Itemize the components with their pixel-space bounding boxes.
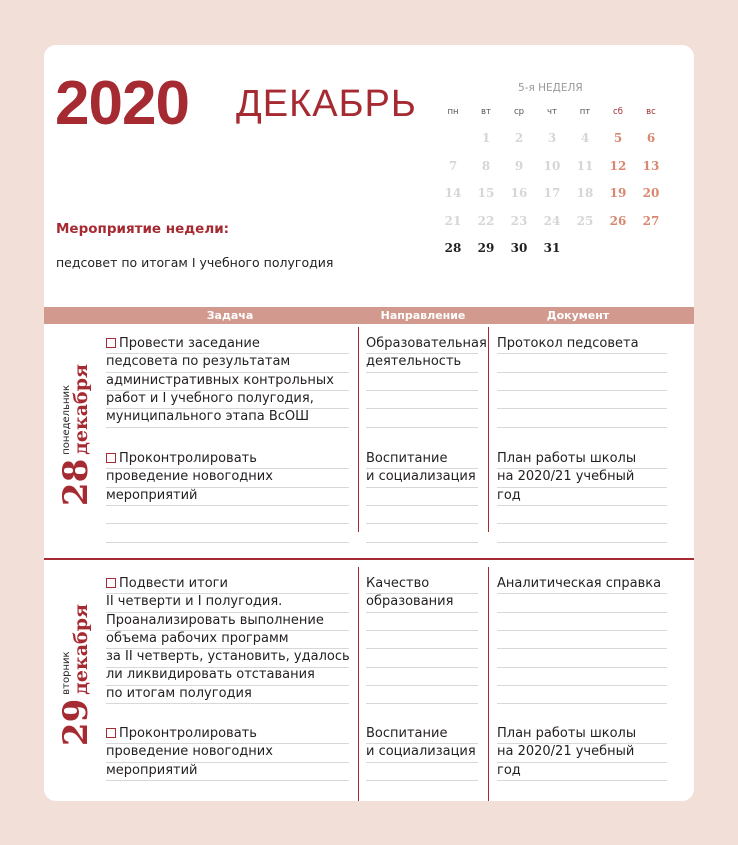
direction-rule <box>366 505 478 506</box>
weekday-вс: вс <box>646 107 656 117</box>
document-rule <box>497 542 667 543</box>
calendar-day[interactable]: 31 <box>543 241 561 255</box>
task-text: Провести заседание педсовета по результатам административных контрольных работ и I учебного полугодия, муниципального этапа ВсОШ <box>106 336 334 425</box>
column-divider <box>358 567 359 801</box>
task-rule <box>106 593 349 594</box>
day-separator <box>44 558 694 560</box>
calendar-day[interactable]: 9 <box>514 158 524 173</box>
weekday-пн: пн <box>447 107 459 117</box>
direction-rule <box>366 427 478 428</box>
task-rule <box>106 667 349 668</box>
weekday-сб: сб <box>613 107 623 117</box>
column-divider <box>488 567 489 801</box>
direction-text: Воспитание и социализация <box>366 726 476 760</box>
calendar-day[interactable]: 7 <box>448 158 458 173</box>
calendar-day[interactable]: 6 <box>646 131 656 145</box>
calendar-day[interactable]: 15 <box>477 186 495 200</box>
document-rule <box>497 593 667 594</box>
document-text: Аналитическая справка <box>497 576 662 591</box>
task-rule <box>106 703 349 704</box>
weekday-ср: ср <box>513 107 525 117</box>
document-text: План работы школы на 2020/21 учебный год <box>497 451 637 503</box>
direction-rule <box>366 630 478 631</box>
task-rule <box>106 468 349 469</box>
calendar-day[interactable]: 18 <box>576 186 594 200</box>
calendar-day[interactable]: 23 <box>510 213 528 228</box>
task-rule <box>106 762 349 763</box>
document-rule <box>497 523 667 524</box>
calendar-day[interactable]: 17 <box>543 186 561 200</box>
calendar-day[interactable]: 10 <box>543 158 561 173</box>
header-document: Документ <box>546 309 610 322</box>
header-task: Задача <box>206 309 254 322</box>
date-weekday: понедельник <box>60 384 72 455</box>
weekday-чт: чт <box>547 107 557 117</box>
direction-rule <box>366 612 478 613</box>
direction-rule <box>366 523 478 524</box>
calendar-day[interactable]: 29 <box>477 241 495 255</box>
calendar-day[interactable]: 1 <box>481 131 491 145</box>
event-label: Мероприятие недели: <box>56 221 230 237</box>
column-divider <box>358 327 359 532</box>
date-month: декабря <box>69 603 92 695</box>
document-rule <box>497 427 667 428</box>
task-rule <box>106 390 349 391</box>
calendar-day[interactable]: 14 <box>444 186 462 200</box>
calendar-day[interactable]: 16 <box>510 186 528 200</box>
year-title: 2020 <box>55 69 189 138</box>
calendar-day[interactable]: 13 <box>642 158 660 173</box>
document-rule <box>497 372 667 373</box>
task-rule <box>106 780 349 781</box>
calendar-day[interactable]: 5 <box>613 131 623 145</box>
date-label <box>46 335 106 535</box>
calendar-day[interactable]: 2 <box>514 131 524 145</box>
direction-rule <box>366 780 478 781</box>
direction-rule <box>366 408 478 409</box>
direction-text: Образовательная деятельность <box>366 336 487 370</box>
calendar-day[interactable]: 19 <box>609 186 627 200</box>
task-rule <box>106 487 349 488</box>
task-rule <box>106 427 349 428</box>
calendar-day[interactable]: 22 <box>477 213 495 228</box>
document-rule <box>497 685 667 686</box>
direction-rule <box>366 685 478 686</box>
direction-rule <box>366 542 478 543</box>
date-weekday: вторник <box>60 651 72 695</box>
date-number: 29 <box>56 698 96 747</box>
event-text: педсовет по итогам I учебного полугодия <box>56 255 334 270</box>
task-rule <box>106 648 349 649</box>
direction-rule <box>366 487 478 488</box>
calendar-day[interactable]: 30 <box>510 241 528 255</box>
direction-rule <box>366 762 478 763</box>
calendar-day[interactable]: 27 <box>642 213 660 228</box>
task-rule <box>106 353 349 354</box>
task-rule <box>106 408 349 409</box>
direction-rule <box>366 390 478 391</box>
calendar-day[interactable]: 24 <box>543 213 561 228</box>
calendar-day[interactable]: 8 <box>481 158 491 173</box>
direction-rule <box>366 372 478 373</box>
document-rule <box>497 612 667 613</box>
document-text: План работы школы на 2020/21 учебный год <box>497 726 637 778</box>
direction-text: Воспитание и социализация <box>366 451 476 485</box>
table-header <box>44 307 694 324</box>
calendar-day[interactable]: 4 <box>580 131 590 145</box>
weekday-пт: пт <box>579 107 591 117</box>
document-rule <box>497 630 667 631</box>
direction-rule <box>366 667 478 668</box>
direction-rule <box>366 703 478 704</box>
document-rule <box>497 353 667 354</box>
header-direction: Направление <box>380 309 466 322</box>
direction-text: Качество образования <box>366 576 454 610</box>
document-rule <box>497 505 667 506</box>
document-rule <box>497 648 667 649</box>
document-rule <box>497 390 667 391</box>
month-title: ДЕКАБРЬ <box>236 83 417 125</box>
task-text: Подвести итоги II четверти и I полугодия. Проанализировать выполнение объема рабочих программ за II четверть, установить, удалось ли ликвидировать отставания по итогам полугодия <box>106 576 350 701</box>
task-text: Проконтролировать проведение новогодних мероприятий <box>106 451 273 503</box>
date-number: 28 <box>56 458 96 507</box>
task-rule <box>106 612 349 613</box>
document-rule <box>497 780 667 781</box>
task-checkbox[interactable] <box>106 578 116 588</box>
task-checkbox[interactable] <box>106 338 116 348</box>
document-text: Протокол педсовета <box>497 336 639 351</box>
document-rule <box>497 703 667 704</box>
task-rule <box>106 630 349 631</box>
calendar-day[interactable]: 25 <box>576 213 594 228</box>
calendar-day[interactable]: 12 <box>609 158 627 173</box>
document-rule <box>497 667 667 668</box>
calendar-day[interactable]: 11 <box>576 158 594 173</box>
planner-page <box>44 45 694 801</box>
task-checkbox[interactable] <box>106 453 116 463</box>
task-rule <box>106 505 349 506</box>
calendar-day[interactable]: 26 <box>609 213 627 228</box>
direction-rule <box>366 648 478 649</box>
task-rule <box>106 743 349 744</box>
document-rule <box>497 408 667 409</box>
week-title: 5-я НЕДЕЛЯ <box>518 82 583 94</box>
task-checkbox[interactable] <box>106 728 116 738</box>
calendar-day[interactable]: 3 <box>547 131 557 145</box>
task-rule <box>106 685 349 686</box>
task-rule <box>106 372 349 373</box>
calendar-day[interactable]: 20 <box>642 186 660 200</box>
date-month: декабря <box>69 363 92 455</box>
date-label <box>46 575 106 775</box>
calendar-day[interactable]: 28 <box>444 241 462 255</box>
task-rule <box>106 523 349 524</box>
task-text: Проконтролировать проведение новогодних мероприятий <box>106 726 273 778</box>
calendar-day[interactable]: 21 <box>444 213 462 228</box>
column-divider <box>488 327 489 532</box>
weekday-вт: вт <box>481 107 491 117</box>
task-rule <box>106 542 349 543</box>
